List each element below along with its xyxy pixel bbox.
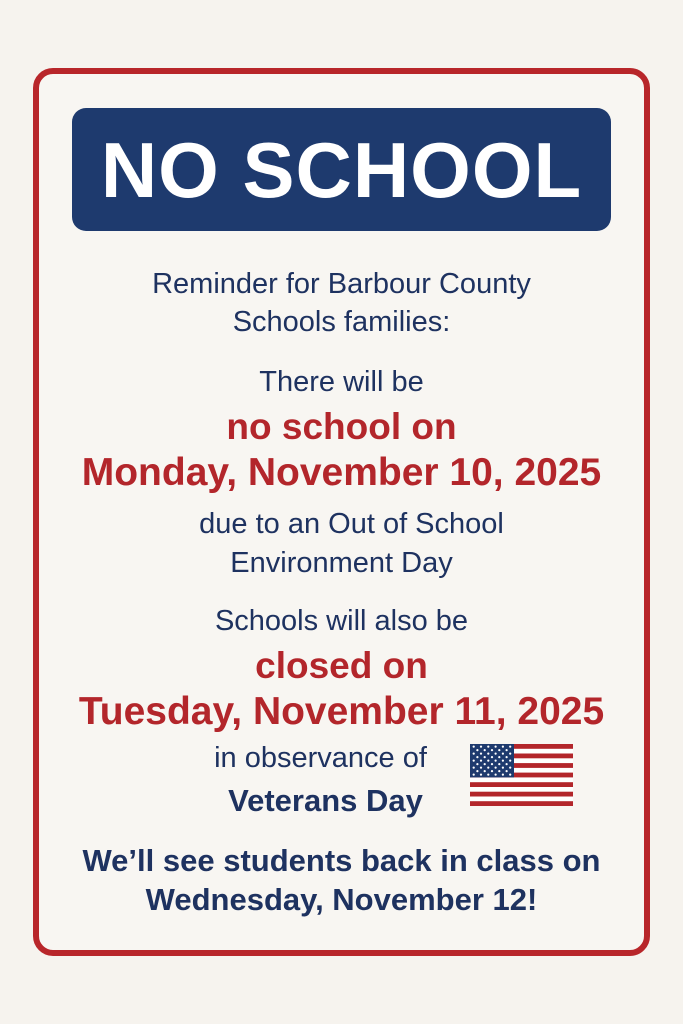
us-flag-icon [470,744,573,806]
flag-star [502,753,504,755]
flag-star [473,774,475,776]
flag-star [480,767,482,769]
flag-star [480,774,482,776]
flag-star [495,767,497,769]
flag-star [509,746,511,748]
flag-star [498,756,500,758]
flag-star [487,767,489,769]
flag-star [480,746,482,748]
first-lead-text: There will be [259,366,424,398]
flag-star [484,770,486,772]
flag-star [502,774,504,776]
first-date-text: Monday, November 10, 2025 [81,451,602,494]
flag-star [495,774,497,776]
flag-star [476,770,478,772]
flag-star [491,763,493,765]
flag-star [502,760,504,762]
flag-star [506,770,508,772]
flag-star [487,760,489,762]
second-lead-text: Schools will also be [214,605,469,637]
flag-star [509,760,511,762]
flag-star [480,760,482,762]
flag-star [484,756,486,758]
flag-star [495,746,497,748]
flag-star [473,760,475,762]
first-reason-line-1: due to an Out of School [199,508,504,540]
flag-star [484,749,486,751]
first-reason-line-2: Environment Day [230,547,453,579]
flag-star [473,767,475,769]
flag-star [491,756,493,758]
flag-star [473,746,475,748]
flag-star [476,749,478,751]
flag-star [509,774,511,776]
flag-star [476,756,478,758]
flag-star [498,749,500,751]
flag-star [473,753,475,755]
banner-title: NO SCHOOL [100,125,583,214]
flag-star [487,746,489,748]
flag-star [509,753,511,755]
flag-star [476,763,478,765]
flag-star [498,763,500,765]
flag-star [495,753,497,755]
flag-star [506,749,508,751]
flag-star [495,760,497,762]
flag-star [509,767,511,769]
flag-star [487,774,489,776]
closing-line-1: We’ll see students back in class on [82,843,601,878]
flag-star [484,763,486,765]
flag-star [487,753,489,755]
flag-star [506,756,508,758]
flag-star [502,767,504,769]
flag-star [498,770,500,772]
flag-star [502,746,504,748]
title-banner [72,108,611,231]
flag-star [491,749,493,751]
intro-line-2: Schools families: [232,306,451,338]
second-reason-line-2: Veterans Day [228,783,423,818]
flag-star [506,763,508,765]
first-emphasis-text: no school on [226,406,457,447]
closing-line-2: Wednesday, November 12! [145,882,538,917]
second-date-text: Tuesday, November 11, 2025 [78,690,605,733]
second-reason-line-1: in observance of [214,742,427,774]
flag-star [491,770,493,772]
second-emphasis-text: closed on [255,645,428,686]
flag-star [480,753,482,755]
intro-line-1: Reminder for Barbour County [152,268,531,300]
